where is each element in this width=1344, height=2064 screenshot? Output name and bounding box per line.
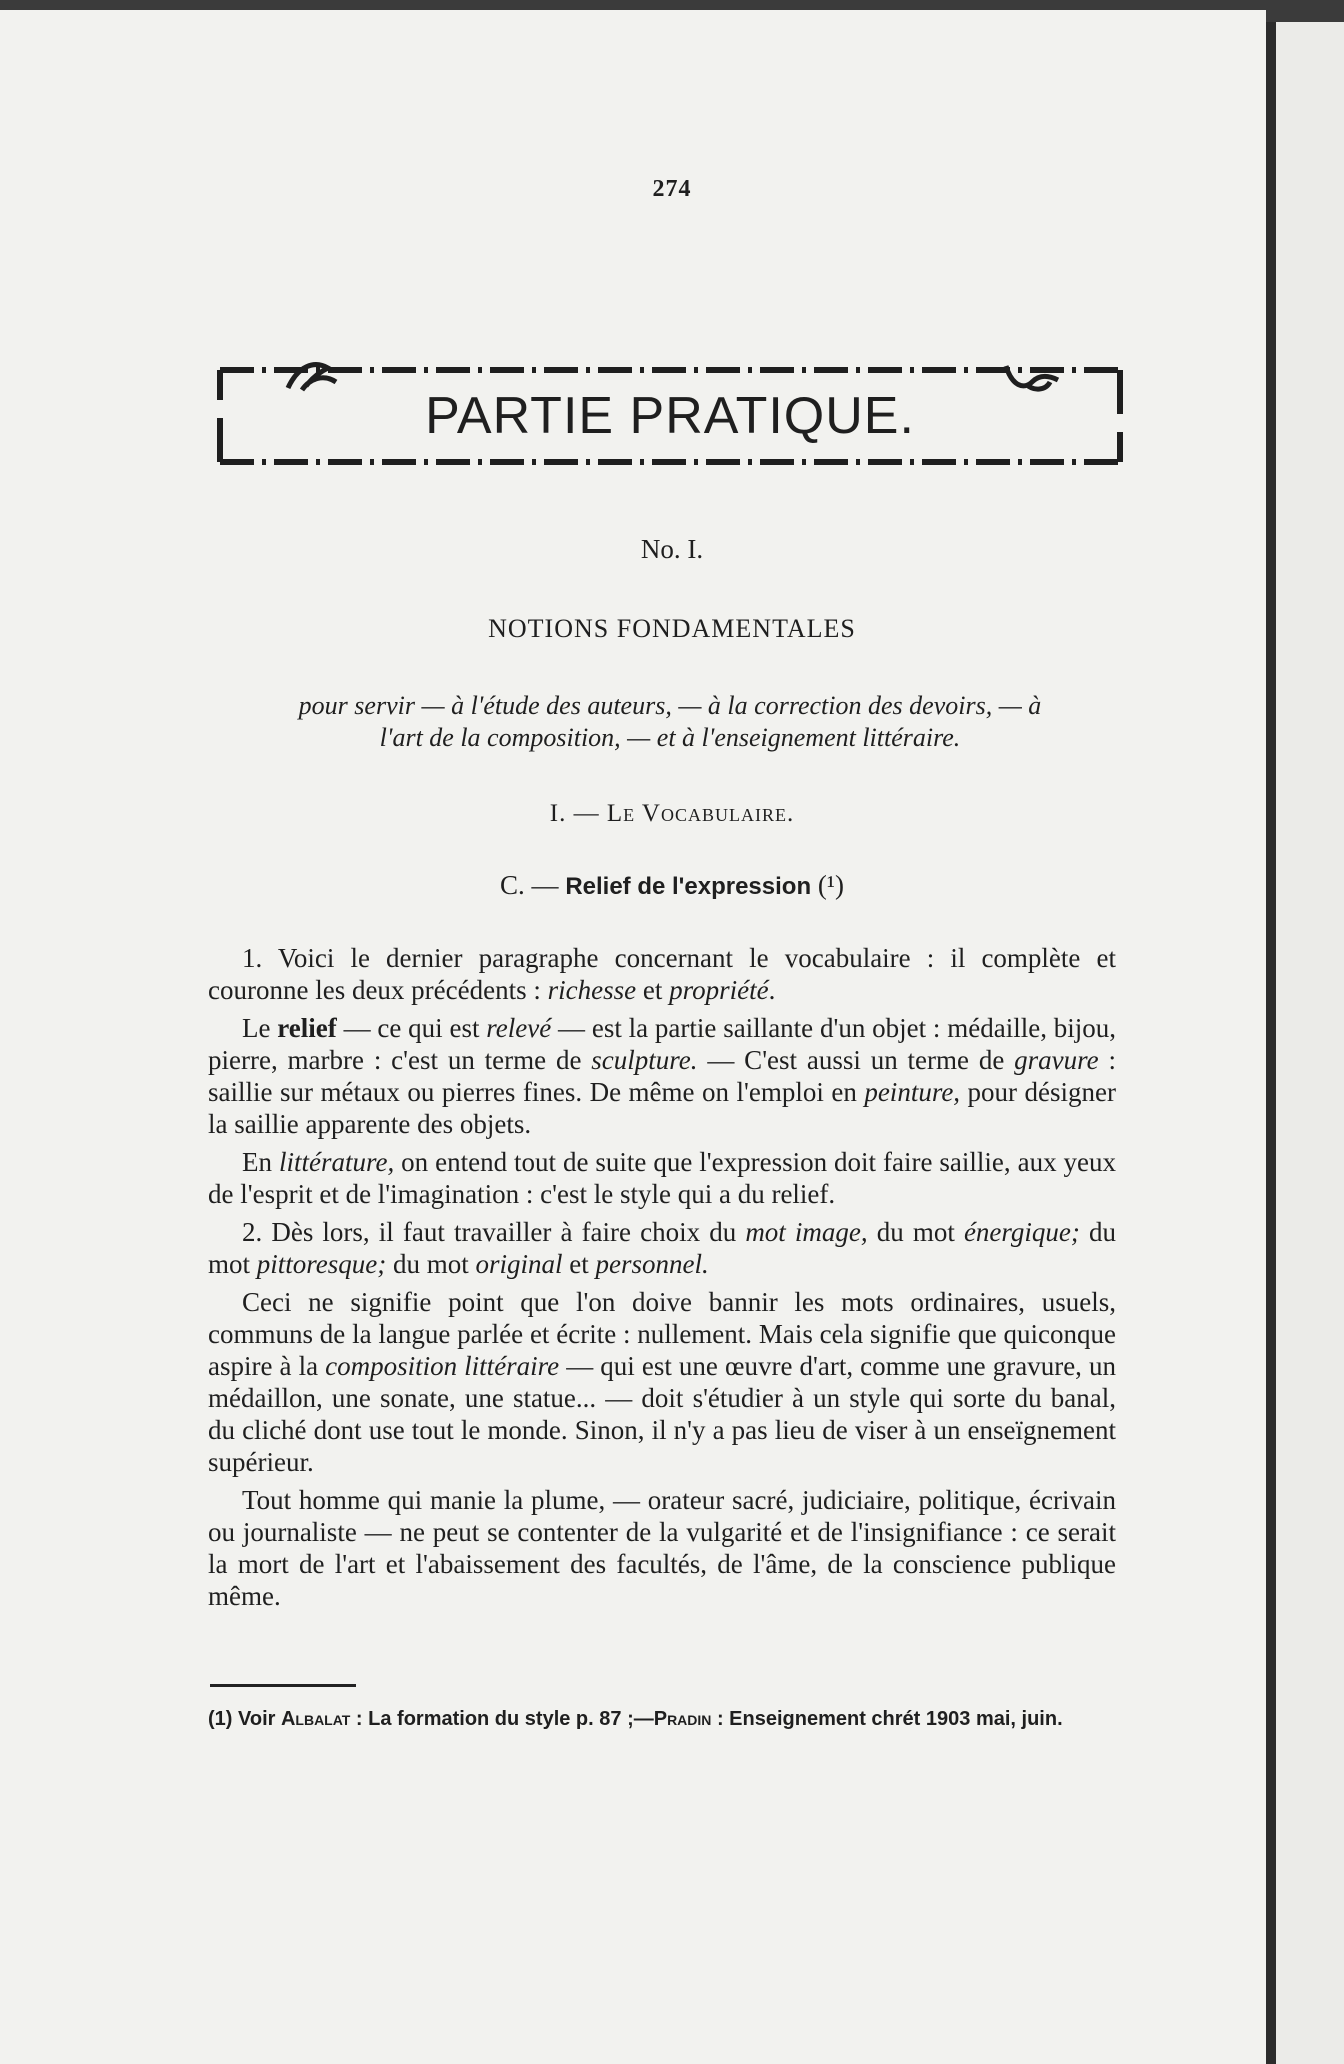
heading-vocabulaire: I. — Le Vocabulaire. — [549, 800, 795, 827]
right-flourish-icon — [1002, 356, 1062, 396]
paragraph-2: Le relief — ce qui est relevé — est la partie saillante d'un objet : médaille, bijou, pierre, marbre : c'est un terme de sculpture. — C'est aussi un terme de gravure : saillie sur métaux ou pierres fines. De même on l'emploi en peinture, pour désigner la saillie apparente des objets. — [208, 1013, 1117, 1139]
footnote-separator — [210, 1684, 356, 1687]
paragraph-1: 1. Voici le dernier paragraphe concernant le vocabulaire : il complète et couronne les deux précédents : richesse et propriété. — [208, 943, 1116, 1005]
heading-relief: C. — Relief de l'expression (¹) — [500, 870, 844, 900]
paragraph-5: Ceci ne signifie point que l'on doive bannir les mots ordinaires, usuels, communs de la langue parlée et écrite : nullement. Mais cela signifie que quiconque aspire à la composition littéraire — qui est une œuvre d'art, comme une gravure, un médaillon, une sonate, une statue... — doit s'étudier à un style qui sorte du banal, du cliché dont use tout le monde. Sinon, il n'y a pas lieu de viser à un enseïgnement supérieur. — [208, 1287, 1116, 1477]
body-text — [208, 942, 1116, 1618]
paragraph-4: 2. Dès lors, il faut travailler à faire choix du mot image, du mot énergique; du mot pittoresque; du mot original et personnel. — [208, 1217, 1117, 1279]
section-banner — [212, 356, 1128, 476]
chapter-title: NOTIONS FONDAMENTALES — [488, 614, 856, 643]
next-page-edge — [1266, 22, 1344, 2064]
page-number: 274 — [652, 176, 692, 202]
banner-title: PARTIE PRATIQUE. — [425, 387, 915, 445]
paragraph-6: Tout homme qui manie la plume, — orateur sacré, judiciaire, politique, écrivain ou journaliste — ne peut se contenter de la vulgarité et de l'insignifiance : ce serait la mort de l'art et l'abaissement des facultés, de l'âme, de la conscience publique même. — [208, 1485, 1116, 1611]
section-number: No. I. — [640, 534, 704, 564]
paragraph-3: En littérature, on entend tout de suite que l'expression doit faire saillie, aux yeux de l'esprit et de l'imagination : c'est le style qui a du relief. — [208, 1147, 1116, 1209]
subtitle: pour servir — à l'étude des auteurs, — à la correction des devoirs, — à l'art de la composition, — et à l'enseignement littéraire. — [298, 691, 1042, 752]
footnote: (1) Voir Albalat : La formation du style p. 87 ;—Pradin : Enseignement chrét 1903 mai, juin. — [208, 1708, 1063, 1730]
